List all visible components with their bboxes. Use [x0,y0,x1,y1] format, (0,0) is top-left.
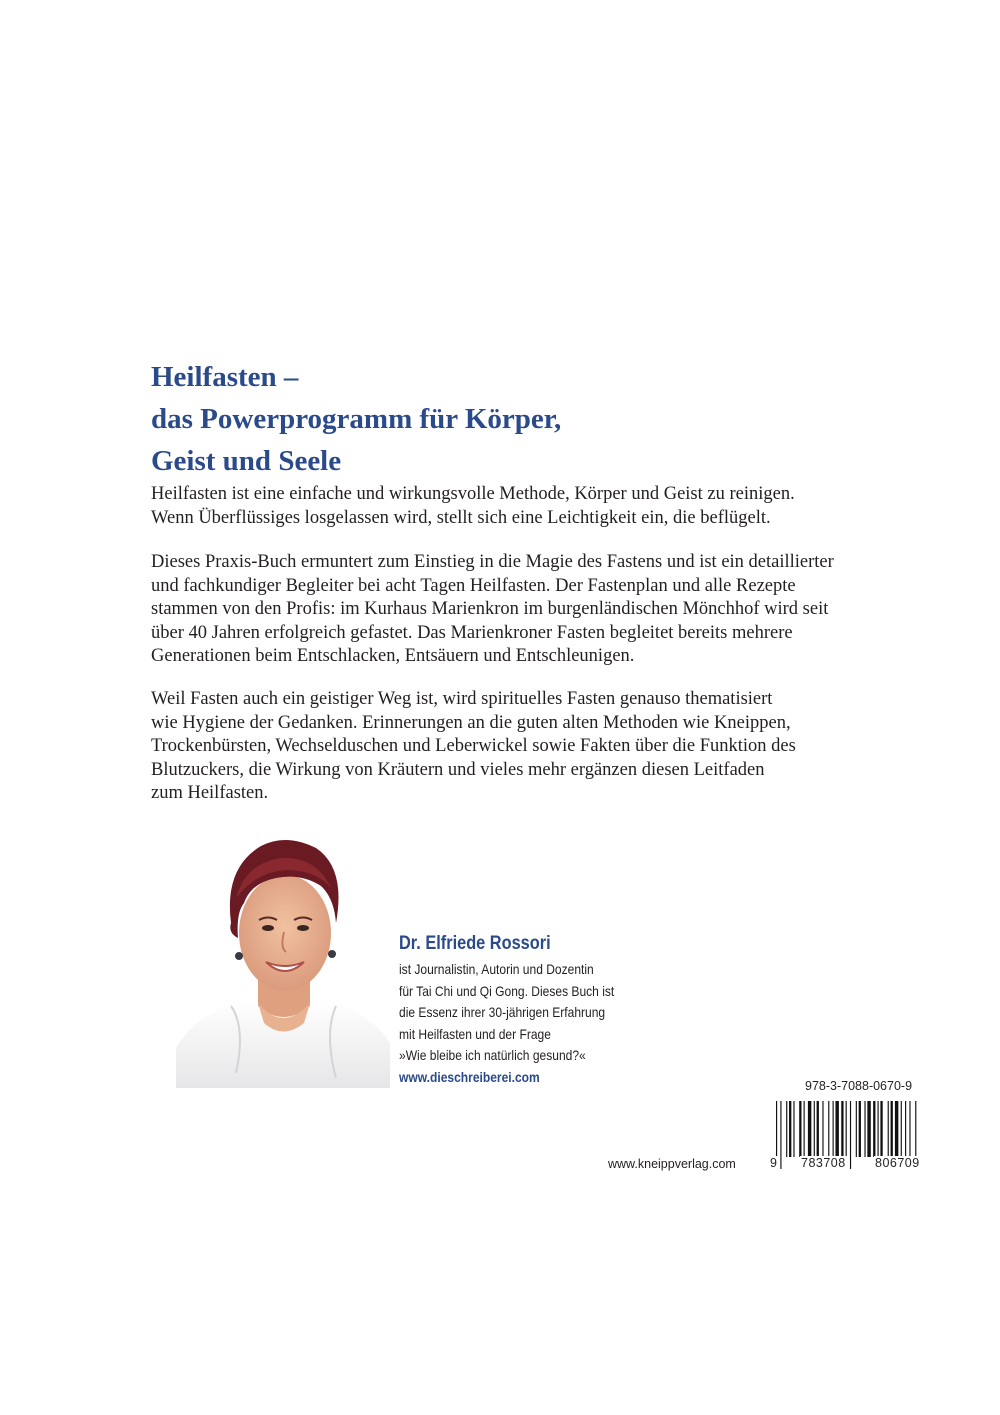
barcode-bar [873,1101,875,1157]
author-photo [176,828,390,1088]
isbn-number: 978-3-7088-0670-9 [805,1079,913,1093]
paragraph-description [151,551,871,669]
barcode-bar [864,1101,865,1157]
barcode-bar [888,1101,889,1157]
bio-line: die Essenz ihrer 30-jährigen Erfahrung [399,1004,606,1021]
text-line: Weil Fasten auch ein geistiger Weg ist, wird spirituelles Fasten genauso thematisiert [151,689,773,709]
barcode-bar [856,1101,857,1157]
author-website-link[interactable]: www.dieschreiberei.com [399,1068,540,1085]
text-line: Heilfasten ist eine einfache und wirkungsvolle Methode, Körper und Geist zu reinigen. [151,484,795,504]
barcode-digit-group: 806709 [875,1156,920,1170]
barcode-bar [835,1101,838,1157]
barcode-bar [789,1101,791,1157]
title-line: Geist und Seele [151,445,342,477]
barcode-bar [786,1101,787,1157]
barcode-bar [799,1101,801,1157]
text-line: zum Heilfasten. [151,783,269,803]
barcode-bar [808,1101,811,1157]
text-line: Blutzuckers, die Wirkung von Kräutern und vieles mehr ergänzen diesen Leitfaden [151,759,765,780]
bio-line: »Wie bleibe ich natürlich gesund?« [399,1047,586,1064]
barcode-bar [909,1101,910,1157]
paragraph-methods [151,688,871,806]
barcode-digit-group: 783708 [801,1156,846,1170]
paragraph-intro [151,483,871,530]
barcode-bar [880,1101,882,1157]
barcode-bar [841,1101,843,1157]
barcode-bar [859,1101,861,1157]
barcode-bar [850,1101,851,1169]
barcode-bar [817,1101,819,1157]
text-line: stammen von den Profis: im Kurhaus Marienkron im burgenländischen Mönchhof wird seit [151,599,829,619]
barcode-bar [915,1101,916,1157]
author-name: Dr. Elfriede Rossori [399,933,551,954]
author-bio [399,931,699,1089]
text-line: Wenn Überflüssiges losgelassen wird, stellt sich eine Leichtigkeit ein, die beflügelt. [151,507,771,528]
barcode-bar [833,1101,834,1157]
barcode-bar [822,1101,823,1157]
bio-line: für Tai Chi und Qi Gong. Dieses Buch ist [399,982,615,999]
barcode-bar [793,1101,794,1157]
barcode-bar [895,1101,898,1157]
bio-line: ist Journalistin, Autorin und Dozentin [399,961,594,977]
text-line: und fachkundiger Begleiter bei acht Tagen Heilfasten. Der Fastenplan und alle Rezepte [151,575,796,596]
barcode-bar [828,1101,829,1157]
text-line: über 40 Jahren erfolgreich gefastet. Das Marienkroner Fasten begleitet bereits mehrere [151,622,793,643]
text-line: Dieses Praxis-Buch ermuntert zum Einstieg in die Magie des Fastens und ist ein detaillierter [151,552,834,572]
bio-line: mit Heilfasten und der Frage [399,1025,551,1042]
barcode-bar [878,1101,879,1157]
title-line: das Powerprogramm für Körper, [151,403,562,435]
author-portrait-illustration [176,828,390,1088]
barcode-bar [804,1101,805,1157]
publisher-website[interactable]: www.kneippverlag.com [608,1157,736,1171]
text-line: wie Hygiene der Gedanken. Erinnerungen an die guten alten Methoden wie Kneippen, [151,712,791,733]
title-line: Heilfasten – [151,361,299,393]
barcode-bar [905,1101,906,1157]
barcode-bar [901,1101,902,1157]
book-title [151,356,851,482]
barcode-bar [867,1101,870,1157]
barcode-bar [780,1101,781,1169]
text-line: Generationen beim Entschlacken, Entsäuern und Entschleunigen. [151,646,635,666]
barcode-bar [814,1101,815,1157]
text-line: Trockenbürsten, Wechselduschen und Leberwickel sowie Fakten über die Funktion des [151,736,796,756]
ean-barcode [768,1101,950,1173]
barcode-digit-group: 9 [770,1156,778,1170]
barcode-bar [891,1101,893,1157]
